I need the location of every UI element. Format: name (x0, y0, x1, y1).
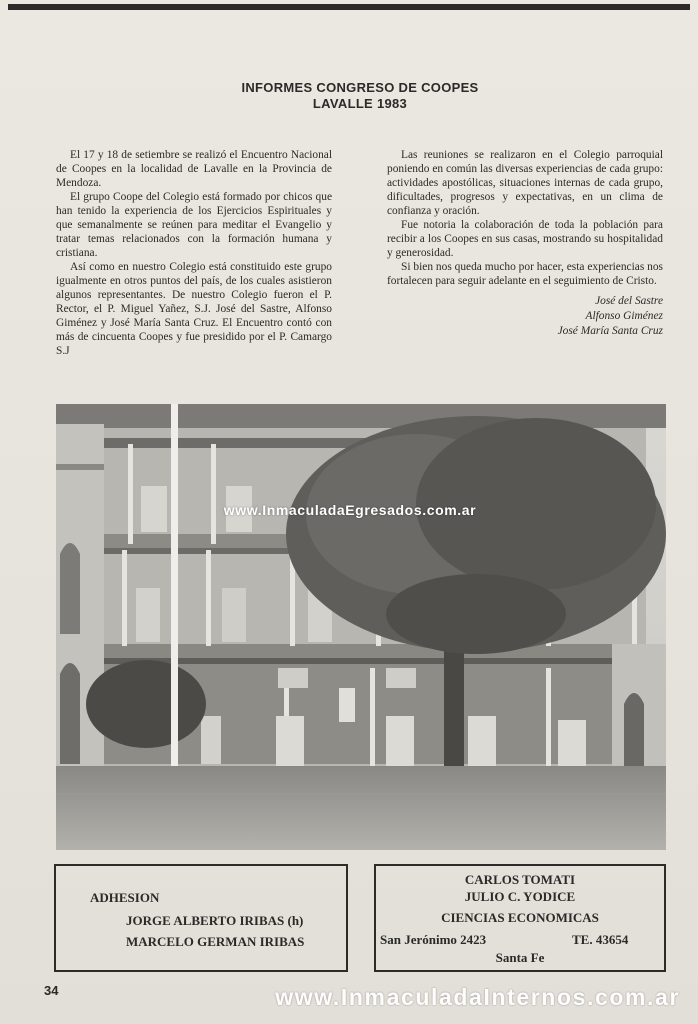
title-line-2: LAVALLE 1983 (312, 96, 408, 111)
article-column-left (56, 148, 332, 358)
adhesion-ad-box (54, 864, 348, 972)
article-title (180, 80, 540, 112)
signature: José María Santa Cruz (557, 325, 663, 337)
signature: José del Sastre (595, 295, 663, 307)
courtyard-photo (56, 404, 666, 850)
accountants-ad-box (374, 864, 666, 972)
photo-watermark: www.InmaculadaEgresados.com.ar (223, 502, 477, 518)
page-number: 34 (44, 983, 59, 998)
ad-phone: TE. 43654 (572, 932, 629, 947)
paragraph: Si bien nos queda mucho por hacer, esta experiencias nos fortalecen para seguir adelante en el seguimiento de Cristo. (387, 261, 663, 287)
ad-heading: ADHESION (90, 890, 160, 905)
courtyard-photo-drawing (56, 404, 666, 850)
ad-name: JULIO C. YODICE (464, 889, 576, 904)
signature: Alfonso Giménez (585, 310, 663, 322)
signatures (387, 294, 663, 339)
ad-name: MARCELO GERMAN IRIBAS (126, 934, 305, 949)
paragraph: El 17 y 18 de setiembre se realizó el Encuentro Nacional de Coopes en la localidad de Lavalle en la Provincia de Mendoza. (56, 149, 332, 189)
ad-profession: CIENCIAS ECONOMICAS (441, 910, 599, 925)
ad-address: San Jerónimo 2423 (380, 932, 487, 947)
ad-name: CARLOS TOMATI (464, 872, 576, 887)
ad-city: Santa Fe (495, 950, 545, 965)
title-line-1: INFORMES CONGRESO DE COOPES (241, 80, 479, 95)
footer-watermark: www.InmaculadaInternos.com.ar (275, 984, 680, 1010)
top-rule (8, 4, 690, 10)
ad-name: JORGE ALBERTO IRIBAS (h) (126, 913, 304, 928)
paragraph: Así como en nuestro Colegio está constituido este grupo igualmente en otros puntos del país, de los cuales asistieron algunos representantes. De nuestro Colegio fueron el P. Rector, el P. Miguel Yañez, S.J. José del Sastre, Alfonso Giménez y José María Santa Cruz. El Encuentro contó con más de cincuenta Coopes y fue presidido por el P. Camargo S.J (56, 261, 332, 357)
article-column-right (387, 148, 663, 339)
paragraph: Fue notoria la colaboración de toda la población para recibir a los Coopes en sus casas, mostrando su hospitalidad y generosidad. (387, 219, 663, 259)
paragraph: El grupo Coope del Colegio está formado por chicos que han tenido la experiencia de los Ejercicios Espirituales y que semanalmente se reúnen para meditar el Evangelio y tratar temas relacionados con la formación humana y cristiana. (56, 191, 332, 259)
paragraph: Las reuniones se realizaron en el Colegio parroquial poniendo en común las diversas experiencias de cada grupo: actividades apostólicas, situaciones internas de cada grupo, dificultades, progresos y expectativas, en un clima de confianza y oración. (387, 149, 663, 217)
